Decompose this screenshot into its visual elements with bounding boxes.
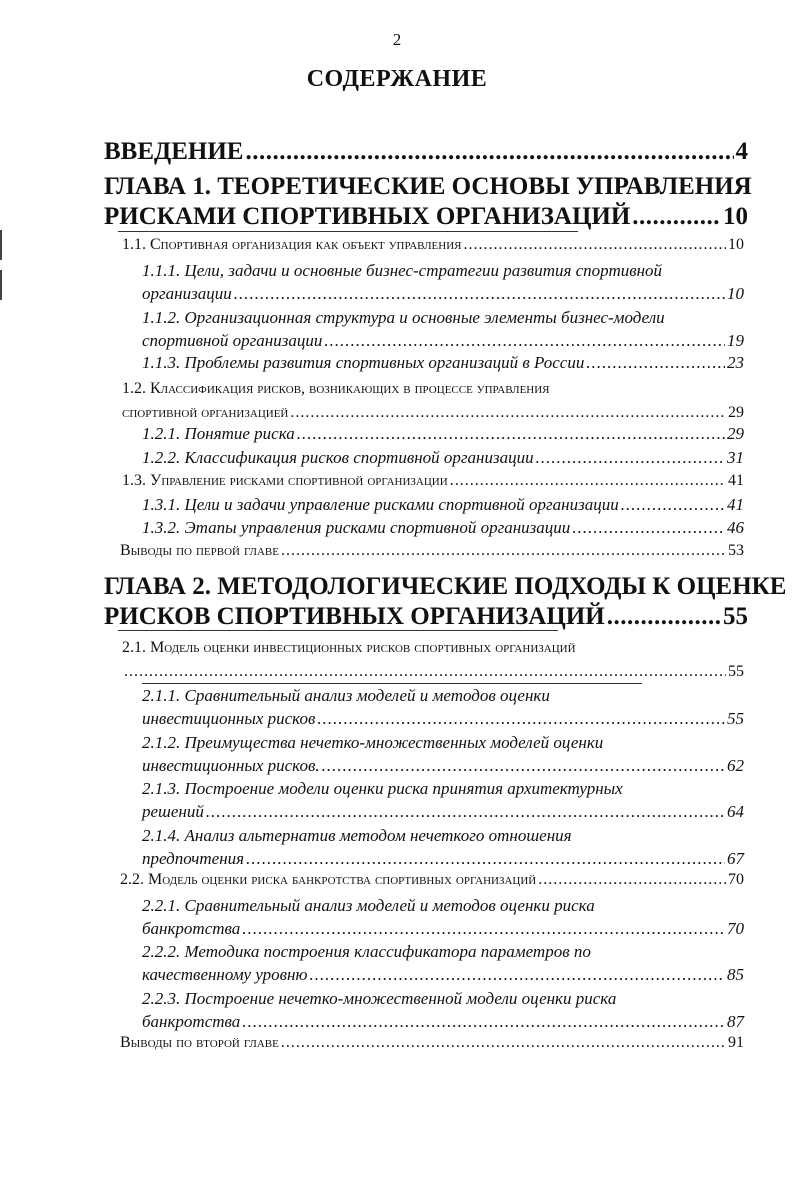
scan-mark [0, 230, 2, 260]
toc-entry-2-1-3[interactable]: 2.1.3. Построение модели оценки риска принятия архитектурных решений ..... 64 [142, 777, 744, 823]
toc-entry-2-2-1[interactable]: 2.2.1. Сравнительный анализ моделей и методов оценки риска банкротства ..... 70 [142, 894, 744, 940]
page-title: СОДЕРЖАНИЕ [306, 66, 488, 92]
toc-entry-1-3-1[interactable]: 1.3.1. Цели и задачи управление рисками спортивной организации ..... 41 [142, 495, 744, 515]
toc-entry-1-3-2[interactable]: 1.3.2. Этапы управления рисками спортивной организации ..... 46 [142, 518, 744, 538]
toc-entry-1-2[interactable]: 1.2. Классификация рисков, возникающих в процессе управления спортивной организацией ..... 29 [122, 377, 744, 425]
toc-entry-1-1-3[interactable]: 1.1.3. Проблемы развития спортивных организаций в России ..... 23 [142, 353, 744, 373]
toc-entry-conclusion-2[interactable]: Выводы по второй главе ..... 91 [120, 1034, 744, 1052]
chapter-2-underline [118, 630, 558, 631]
toc-entry-chapter-2[interactable]: ГЛАВА 2. МЕТОДОЛОГИЧЕСКИЕ ПОДХОДЫ К ОЦЕНКЕ РИСКОВ СПОРТИВНЫХ ОРГАНИЗАЦИЙ ..... 55 [104, 572, 748, 632]
scan-mark [0, 270, 2, 300]
chapter-1-underline [118, 231, 578, 232]
toc-entry-2-1-1[interactable]: 2.1.1. Сравнительный анализ моделей и методов оценки инвестиционных рисков ..... 55 [142, 684, 744, 730]
toc-entry-2-2[interactable]: 2.2. Модель оценки риска банкротства спортивных организаций ..... 70 [120, 871, 744, 889]
toc-entry-chapter-1[interactable]: ГЛАВА 1. ТЕОРЕТИЧЕСКИЕ ОСНОВЫ УПРАВЛЕНИЯ РИСКАМИ СПОРТИВНЫХ ОРГАНИЗАЦИЙ ..... 10 [104, 172, 748, 232]
toc-entry-2-1[interactable]: 2.1. Модель оценки инвестиционных рисков спортивных организаций ..... 55 [122, 636, 744, 684]
toc-entry-2-1-2[interactable]: 2.1.2. Преимущества нечетко-множественных моделей оценки инвестиционных рисков. ..... 62 [142, 731, 744, 777]
toc-entry-1-1-2[interactable]: 1.1.2. Организационная структура и основные элементы бизнес-модели спортивной организации ..... 19 [142, 306, 744, 352]
toc-entry-intro[interactable]: ВВЕДЕНИЕ ..... 4 [104, 138, 748, 166]
toc-entry-1-1-1[interactable]: 1.1.1. Цели, задачи и основные бизнес-стратегии развития спортивной организации ..... 10 [142, 259, 744, 305]
toc-entry-2-2-3[interactable]: 2.2.3. Построение нечетко-множественной модели оценки риска банкротства ..... 87 [142, 987, 744, 1033]
toc-entry-1-2-2[interactable]: 1.2.2. Классификация рисков спортивной организации ..... 31 [142, 448, 744, 468]
toc-entry-conclusion-1[interactable]: Выводы по первой главе ..... 53 [120, 542, 744, 560]
toc-entry-1-3[interactable]: 1.3. Управление рисками спортивной организации ..... 41 [122, 472, 744, 490]
toc-entry-1-1[interactable]: 1.1. Спортивная организация как объект управления ..... 10 [122, 236, 744, 254]
toc-entry-1-2-1[interactable]: 1.2.1. Понятие риска ..... 29 [142, 424, 744, 444]
toc-entry-2-2-2[interactable]: 2.2.2. Методика построения классификатора параметров по качественному уровню ..... 85 [142, 940, 744, 986]
page-number: 2 [392, 30, 402, 49]
toc-entry-2-1-4[interactable]: 2.1.4. Анализ альтернатив методом нечеткого отношения предпочтения ..... 67 [142, 824, 744, 870]
